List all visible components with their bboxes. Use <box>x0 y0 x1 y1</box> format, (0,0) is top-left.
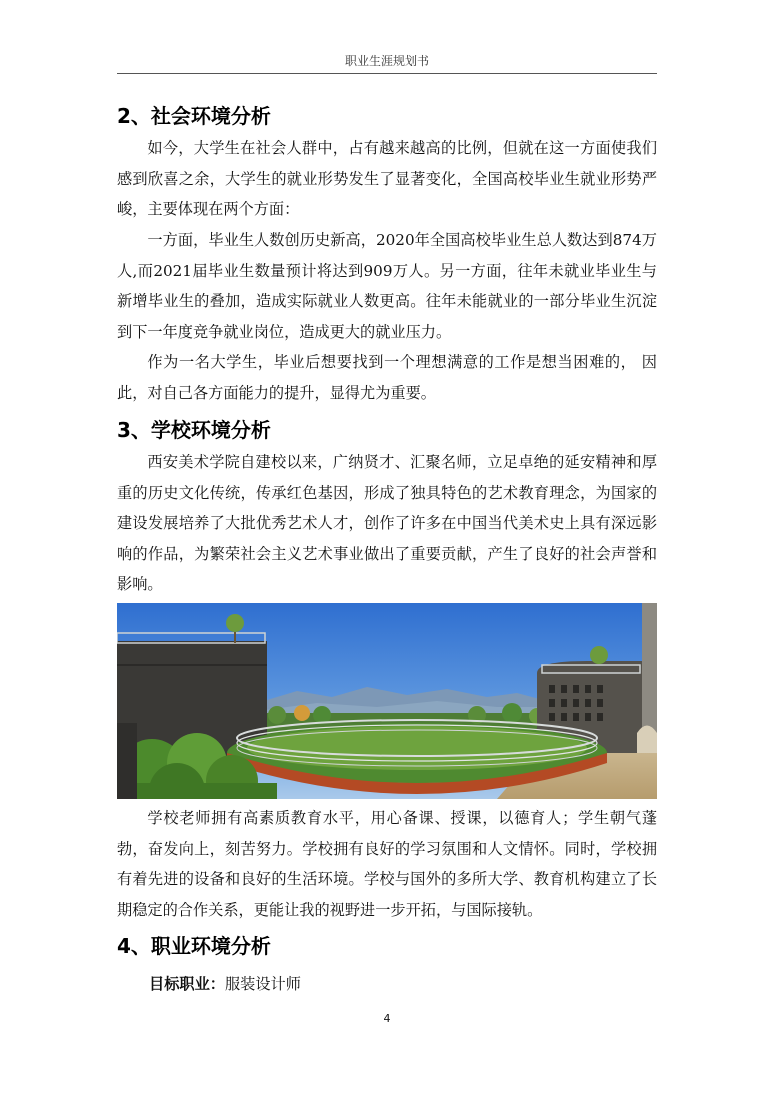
target-career-label: 目标职业： <box>149 975 225 993</box>
section-heading-school: 3、学校环境分析 <box>117 418 271 442</box>
section-heading-career: 4、职业环境分析 <box>117 934 271 958</box>
paragraph-school-2: 学校老师拥有高素质教育水平，用心备课、授课，以德育人；学生朝气蓬勃，奋发向上，刻苦努力。学校拥有良好的学习氛围和人文情怀。同时，学校拥有着先进的设备和良好的生活环境。学校与国外的多所大学、教育机构建立了长期稳定的合作关系，更能让我的视野进一步开拓，与国际接轨。 <box>117 809 657 919</box>
paragraph-social-2: 一方面，毕业生人数创历史新高，2020年全国高校毕业生总人数达到874万人,而2021届毕业生数量预计将达到909万人。另一方面，往年未就业毕业生与新增毕业生的叠加，造成实际就业人数更高。往年未能就业的一部分毕业生沉淀到下一年度竞争就业岗位，造成更大的就业压力。 <box>117 231 657 341</box>
header-divider <box>117 73 657 74</box>
target-career-value: 服装设计师 <box>224 975 301 993</box>
paragraph-school-1: 西安美术学院自建校以来，广纳贤才、汇聚名师，立足卓绝的延安精神和厚重的历史文化传统，传承红色基因，形成了独具特色的艺术教育理念，为国家的建设发展培养了大批优秀艺术人才，创作了许多在中国当代美术史上具有深远影响的作品，为繁荣社会主义艺术事业做出了重要贡献，产生了良好的社会声誉和影响。 <box>117 453 657 593</box>
target-career <box>149 972 301 996</box>
paragraph-social-1: 如今，大学生在社会人群中，占有越来越高的比例，但就在这一方面使我们感到欣喜之余，大学生的就业形势发生了显著变化，全国高校毕业生就业形势严峻，主要体现在两个方面： <box>117 139 657 218</box>
campus-photo <box>117 603 657 799</box>
section-heading-social: 2、社会环境分析 <box>117 104 271 128</box>
running-header: 职业生涯规划书 <box>344 54 429 68</box>
page-number: 4 <box>383 1012 391 1025</box>
paragraph-social-3: 作为一名大学生，毕业后想要找到一个理想满意的工作是想当困难的， 因此，对自己各方面能力的提升，显得尤为重要。 <box>117 353 657 402</box>
